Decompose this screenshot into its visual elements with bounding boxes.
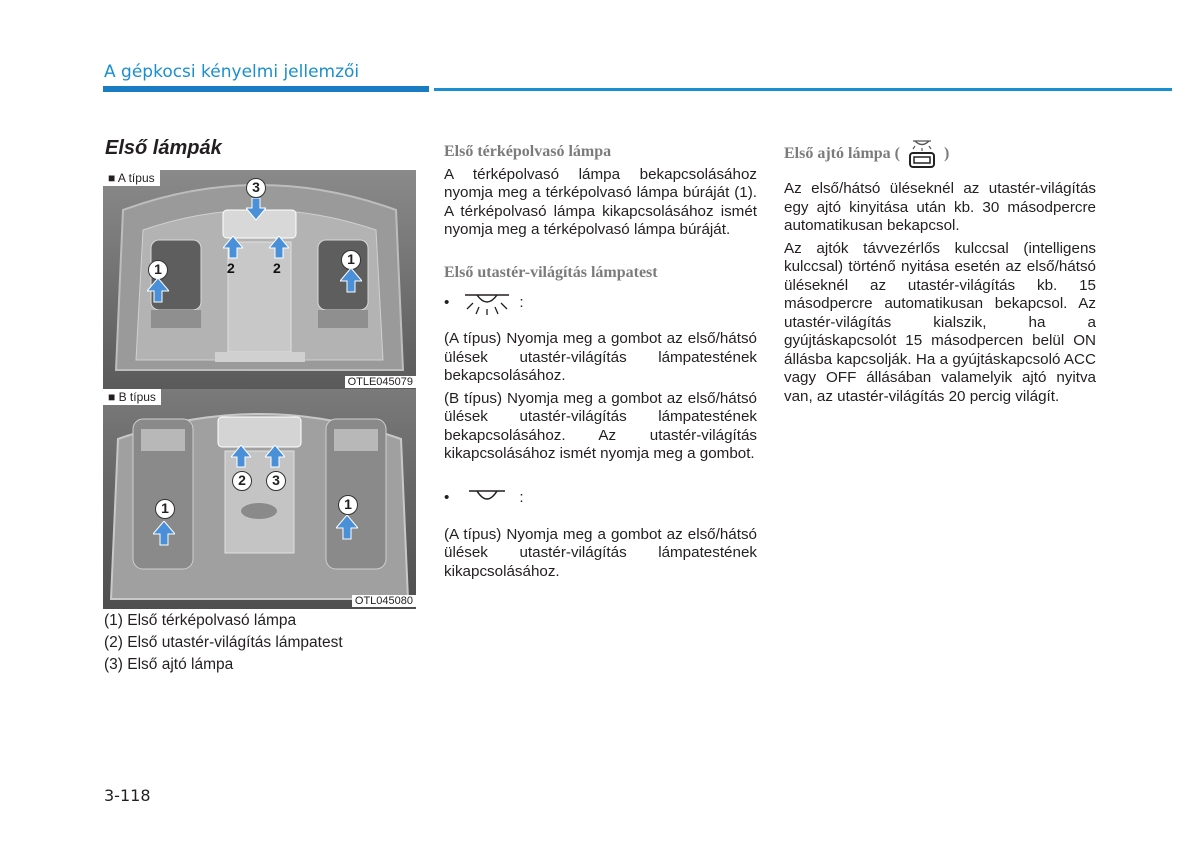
door-lamp-icon <box>903 138 941 170</box>
header-bar-dark <box>103 86 429 92</box>
callout-2-left: 2 <box>227 260 235 276</box>
paragraph-door-open: Az első/hátsó üléseknél az utastér-világítás egy ajtó kinyitása után kb. 30 másodpercre automatikusan bekapcsol. <box>784 180 1096 234</box>
door-lamp-prefix: Első ajtó lámpa ( <box>784 144 900 162</box>
lamp-off-icon <box>459 487 515 511</box>
callout-3: 3 <box>266 471 286 491</box>
door-lamp-suffix: ) <box>944 144 950 162</box>
caption-2: (2) Első utastér-világítás lámpatest <box>104 634 343 651</box>
callout-1-left: 1 <box>155 499 175 519</box>
bullet-mark: • <box>444 293 450 311</box>
callout-1-right: 1 <box>338 495 358 515</box>
arrow-down-icon <box>246 198 266 222</box>
callout-2-right: 2 <box>273 260 281 276</box>
paragraph-map-lamp: A térképolvasó lámpa bekapcsolásához nyomja meg a térképolvasó lámpa búráját (1). A térképolvasó lámpa kikapcsolásához ismét nyomja meg a térképolvasó lámpa búráját. <box>444 165 757 238</box>
paragraph-type-a-off: (A típus) Nyomja meg a gombot az első/hátsó ülések utastér-világítás lámpatestének kikapcsolásához. <box>444 525 757 580</box>
figure-a-code: OTLE045079 <box>345 376 416 388</box>
paragraph-type-b: (B típus) Nyomja meg a gombot az első/hátsó ülések utastér-világítás lámpatestének bekapcsolásához. Az utastér-világítás kikapcsolásához ismét nyomja meg a gombot. <box>444 389 757 462</box>
figure-a-label: ■ A típus <box>103 170 160 186</box>
arrow-up-icon <box>153 521 175 547</box>
figure-b <box>103 389 416 609</box>
figure-a <box>103 170 416 390</box>
header-bar-light <box>434 88 1172 91</box>
bullet-lamp-on <box>444 288 757 318</box>
arrow-up-icon <box>147 278 169 304</box>
subheading-room-lamp: Első utastér-világítás lámpatest <box>444 263 658 281</box>
callout-1-left: 1 <box>148 260 168 280</box>
arrow-up-icon <box>223 236 243 260</box>
arrow-up-icon <box>269 236 289 260</box>
callout-2: 2 <box>232 471 252 491</box>
bullet-colon: : <box>519 293 524 311</box>
paragraph-smart-key: Az ajtók távvezérlős kulccsal (intelligens kulccsal) történő nyitása esetén az első/hátsó üléseknél az utastér-világítás kb. 15 másodpercre automatikusan bekapcsol. Az utastér-világítás kialszik, ha a gyújtáskapcsolót 15 másodpercen belül ON állásba kapcsolják. Ha a gyújtáskapcsoló ACC vagy OFF állásában valamelyik ajtó nyitva van, az utastér-világítás 20 percig világít. <box>784 239 1096 405</box>
figure-b-illustration <box>103 389 416 609</box>
arrow-up-icon <box>340 268 362 294</box>
right-column <box>784 138 1096 406</box>
subheading-door-lamp <box>784 138 1096 170</box>
bullet-mark-2: • <box>444 489 450 507</box>
arrow-up-icon <box>231 445 251 469</box>
lamp-on-icon <box>459 291 515 315</box>
caption-1: (1) Első térképolvasó lámpa <box>104 612 297 629</box>
page-number: 3-118 <box>104 786 151 805</box>
caption-3: (3) Első ajtó lámpa <box>104 656 234 673</box>
paragraph-type-a-on: (A típus) Nyomja meg a gombot az első/hátsó ülések utastér-világítás lámpatestének bekapcsolásához. <box>444 330 757 384</box>
section-title: A gépkocsi kényelmi jellemzői <box>104 62 360 82</box>
arrow-up-icon <box>336 515 358 541</box>
bullet-colon-2: : <box>519 489 524 507</box>
callout-1-right: 1 <box>341 250 361 270</box>
bullet-lamp-off <box>444 484 757 514</box>
callout-3: 3 <box>246 178 266 198</box>
subheading-map-lamp: Első térképolvasó lámpa <box>444 143 612 160</box>
arrow-up-icon <box>265 445 285 469</box>
page-heading: Első lámpák <box>105 137 222 159</box>
figure-b-code: OTL045080 <box>352 595 416 607</box>
middle-column <box>444 143 757 581</box>
figure-b-label: ■ B típus <box>103 389 161 405</box>
